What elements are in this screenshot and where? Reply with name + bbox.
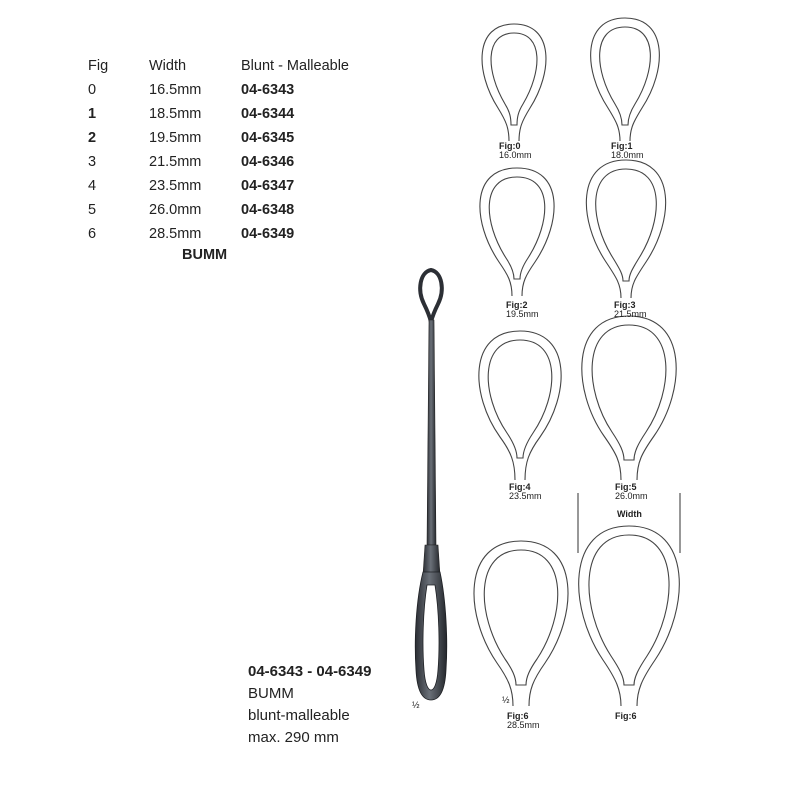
fig-4-loop-drawing xyxy=(479,331,561,480)
row-code: 04-6349 xyxy=(241,226,295,242)
row-fig: 2 xyxy=(88,130,97,146)
row-width: 26.0mm xyxy=(149,202,202,218)
row-code: 04-6347 xyxy=(241,178,295,194)
row-width: 28.5mm xyxy=(149,226,202,242)
fig-5-loop-drawing xyxy=(582,316,676,480)
row-fig: 1 xyxy=(88,106,97,122)
product-description xyxy=(248,661,371,749)
header-fig: Fig xyxy=(88,58,109,74)
fig-2-size: 19.5mm xyxy=(506,309,539,319)
row-code: 04-6348 xyxy=(241,202,295,218)
fig-3-loop-drawing xyxy=(586,160,665,298)
fig-0-loop-drawing xyxy=(482,24,546,141)
fig-6-width-drawing xyxy=(578,493,680,706)
row-width: 21.5mm xyxy=(149,154,202,170)
fig-0-size: 16.0mm xyxy=(499,150,532,160)
row-code: 04-6345 xyxy=(241,130,295,146)
product-max-length: max. 290 mm xyxy=(248,729,339,746)
fig-1-loop-drawing xyxy=(591,18,660,141)
product-code-range: 04-6343 - 04-6349 xyxy=(248,663,372,680)
row-code: 04-6343 xyxy=(241,82,295,98)
curette-instrument-image xyxy=(415,270,446,700)
fig-4-label: Fig:4 xyxy=(509,482,531,492)
product-type: blunt-malleable xyxy=(248,707,350,724)
header-code: Blunt - Malleable xyxy=(241,58,349,74)
row-fig: 4 xyxy=(88,178,97,194)
row-width: 23.5mm xyxy=(149,178,202,194)
width-indicator-label: Width xyxy=(617,509,642,519)
fig-6-label: Fig:6 xyxy=(507,711,529,721)
fig-3-label: Fig:3 xyxy=(614,300,636,310)
row-fig: 5 xyxy=(88,202,97,218)
row-fig: 6 xyxy=(88,226,97,242)
scale-fig6: ½ xyxy=(502,695,510,705)
fig-2-label: Fig:2 xyxy=(506,300,528,310)
product-name: BUMM xyxy=(248,685,294,702)
fig-6-width-label: Fig:6 xyxy=(615,711,637,721)
fig-1-size: 18.0mm xyxy=(611,150,644,160)
fig-5-size: 26.0mm xyxy=(615,491,648,501)
table-footer-label: BUMM xyxy=(182,247,228,263)
fig-5-label: Fig:5 xyxy=(615,482,637,492)
row-code: 04-6346 xyxy=(241,154,295,170)
row-width: 19.5mm xyxy=(149,130,202,146)
row-fig: 0 xyxy=(88,82,97,98)
scale-main: ½ xyxy=(412,700,420,710)
row-code: 04-6344 xyxy=(241,106,295,122)
fig-6-loop-drawing xyxy=(474,541,568,706)
fig-1-label: Fig:1 xyxy=(611,141,633,151)
fig-2-loop-drawing xyxy=(480,168,554,296)
row-width: 16.5mm xyxy=(149,82,202,98)
header-width: Width xyxy=(149,58,187,74)
fig-3-size: 21.5mm xyxy=(614,309,647,319)
fig-6-size: 28.5mm xyxy=(507,720,540,730)
row-width: 18.5mm xyxy=(149,106,202,122)
fig-0-label: Fig:0 xyxy=(499,141,521,151)
row-fig: 3 xyxy=(88,154,97,170)
fig-4-size: 23.5mm xyxy=(509,491,542,501)
